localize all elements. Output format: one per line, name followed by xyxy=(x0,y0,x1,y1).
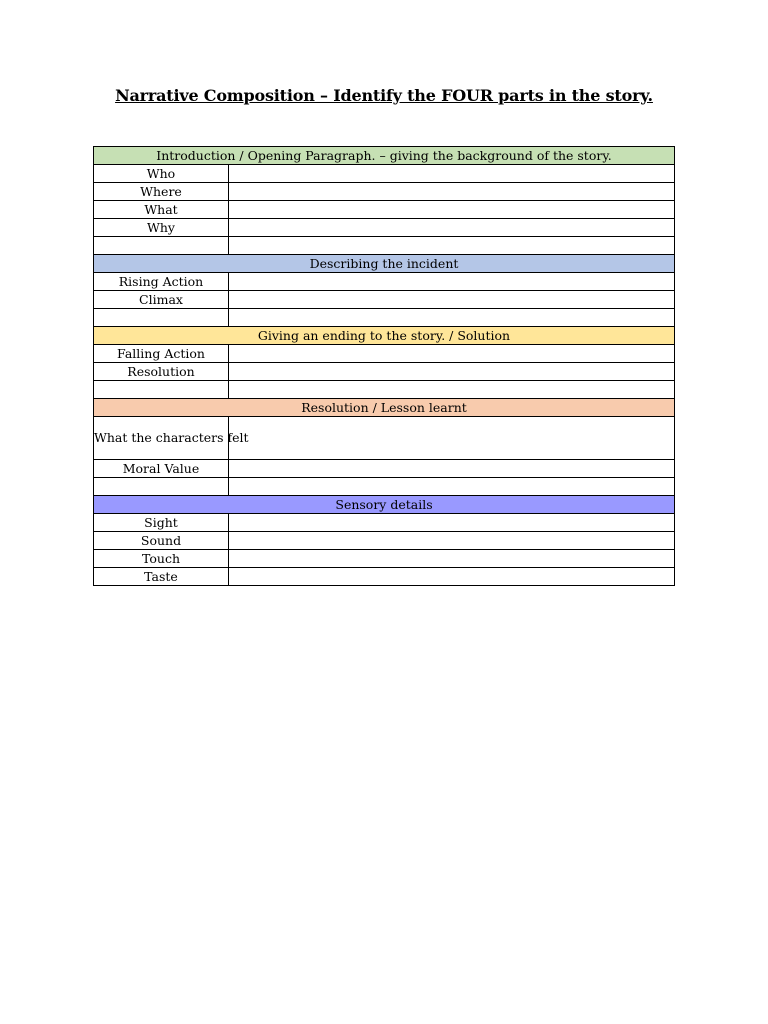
answer-cell-blank[interactable] xyxy=(229,381,675,399)
table-row xyxy=(94,345,675,363)
section-header-ending xyxy=(94,327,675,345)
table-row xyxy=(94,568,675,586)
answer-cell-blank[interactable] xyxy=(229,309,675,327)
answer-cell-falling-action[interactable] xyxy=(229,345,675,363)
row-label-resolution: Resolution xyxy=(94,363,229,381)
table-row xyxy=(94,478,675,496)
section-header-sensory xyxy=(94,496,675,514)
row-label-falling-action: Falling Action xyxy=(94,345,229,363)
row-label-climax: Climax xyxy=(94,291,229,309)
table-row xyxy=(94,309,675,327)
table-row xyxy=(94,550,675,568)
table-row xyxy=(94,183,675,201)
row-label-touch: Touch xyxy=(94,550,229,568)
answer-cell-blank[interactable] xyxy=(229,478,675,496)
worksheet-table xyxy=(93,146,675,586)
section-heading: Sensory details xyxy=(94,496,675,514)
section-header-lesson xyxy=(94,399,675,417)
table-row xyxy=(94,460,675,478)
answer-cell-who[interactable] xyxy=(229,165,675,183)
answer-cell-rising-action[interactable] xyxy=(229,273,675,291)
answer-cell-why[interactable] xyxy=(229,219,675,237)
row-label-blank[interactable] xyxy=(94,237,229,255)
answer-cell-taste[interactable] xyxy=(229,568,675,586)
table-row xyxy=(94,291,675,309)
row-label-who: Who xyxy=(94,165,229,183)
row-label-what: What xyxy=(94,201,229,219)
answer-cell-sight[interactable] xyxy=(229,514,675,532)
row-label-moral-value: Moral Value xyxy=(94,460,229,478)
section-header-introduction xyxy=(94,147,675,165)
row-label-sound: Sound xyxy=(94,532,229,550)
row-label-sight: Sight xyxy=(94,514,229,532)
answer-cell-what[interactable] xyxy=(229,201,675,219)
page-title: Narrative Composition – Identify the FOUR parts in the story. xyxy=(115,86,653,105)
answer-cell-blank[interactable] xyxy=(229,237,675,255)
answer-cell-sound[interactable] xyxy=(229,532,675,550)
row-label-rising-action: Rising Action xyxy=(94,273,229,291)
table-row xyxy=(94,514,675,532)
row-label-blank[interactable] xyxy=(94,309,229,327)
row-label-blank[interactable] xyxy=(94,381,229,399)
table-row xyxy=(94,363,675,381)
row-label-blank[interactable] xyxy=(94,478,229,496)
table-row xyxy=(94,201,675,219)
answer-cell-where[interactable] xyxy=(229,183,675,201)
answer-cell-touch[interactable] xyxy=(229,550,675,568)
table-row xyxy=(94,219,675,237)
section-heading: Describing the incident xyxy=(94,255,675,273)
row-label-why: Why xyxy=(94,219,229,237)
table-row xyxy=(94,273,675,291)
section-header-incident xyxy=(94,255,675,273)
row-label-characters-felt: What the characters felt xyxy=(94,417,229,460)
row-label-where: Where xyxy=(94,183,229,201)
table-row xyxy=(94,237,675,255)
section-heading: Introduction / Opening Paragraph. – giving the background of the story. xyxy=(94,147,675,165)
section-heading: Resolution / Lesson learnt xyxy=(94,399,675,417)
table-row xyxy=(94,381,675,399)
row-label-taste: Taste xyxy=(94,568,229,586)
section-heading: Giving an ending to the story. / Solution xyxy=(94,327,675,345)
answer-cell-moral-value[interactable] xyxy=(229,460,675,478)
answer-cell-resolution[interactable] xyxy=(229,363,675,381)
table-row xyxy=(94,417,675,460)
answer-cell-climax[interactable] xyxy=(229,291,675,309)
answer-cell-characters-felt[interactable] xyxy=(229,417,675,460)
table-row xyxy=(94,165,675,183)
table-row xyxy=(94,532,675,550)
